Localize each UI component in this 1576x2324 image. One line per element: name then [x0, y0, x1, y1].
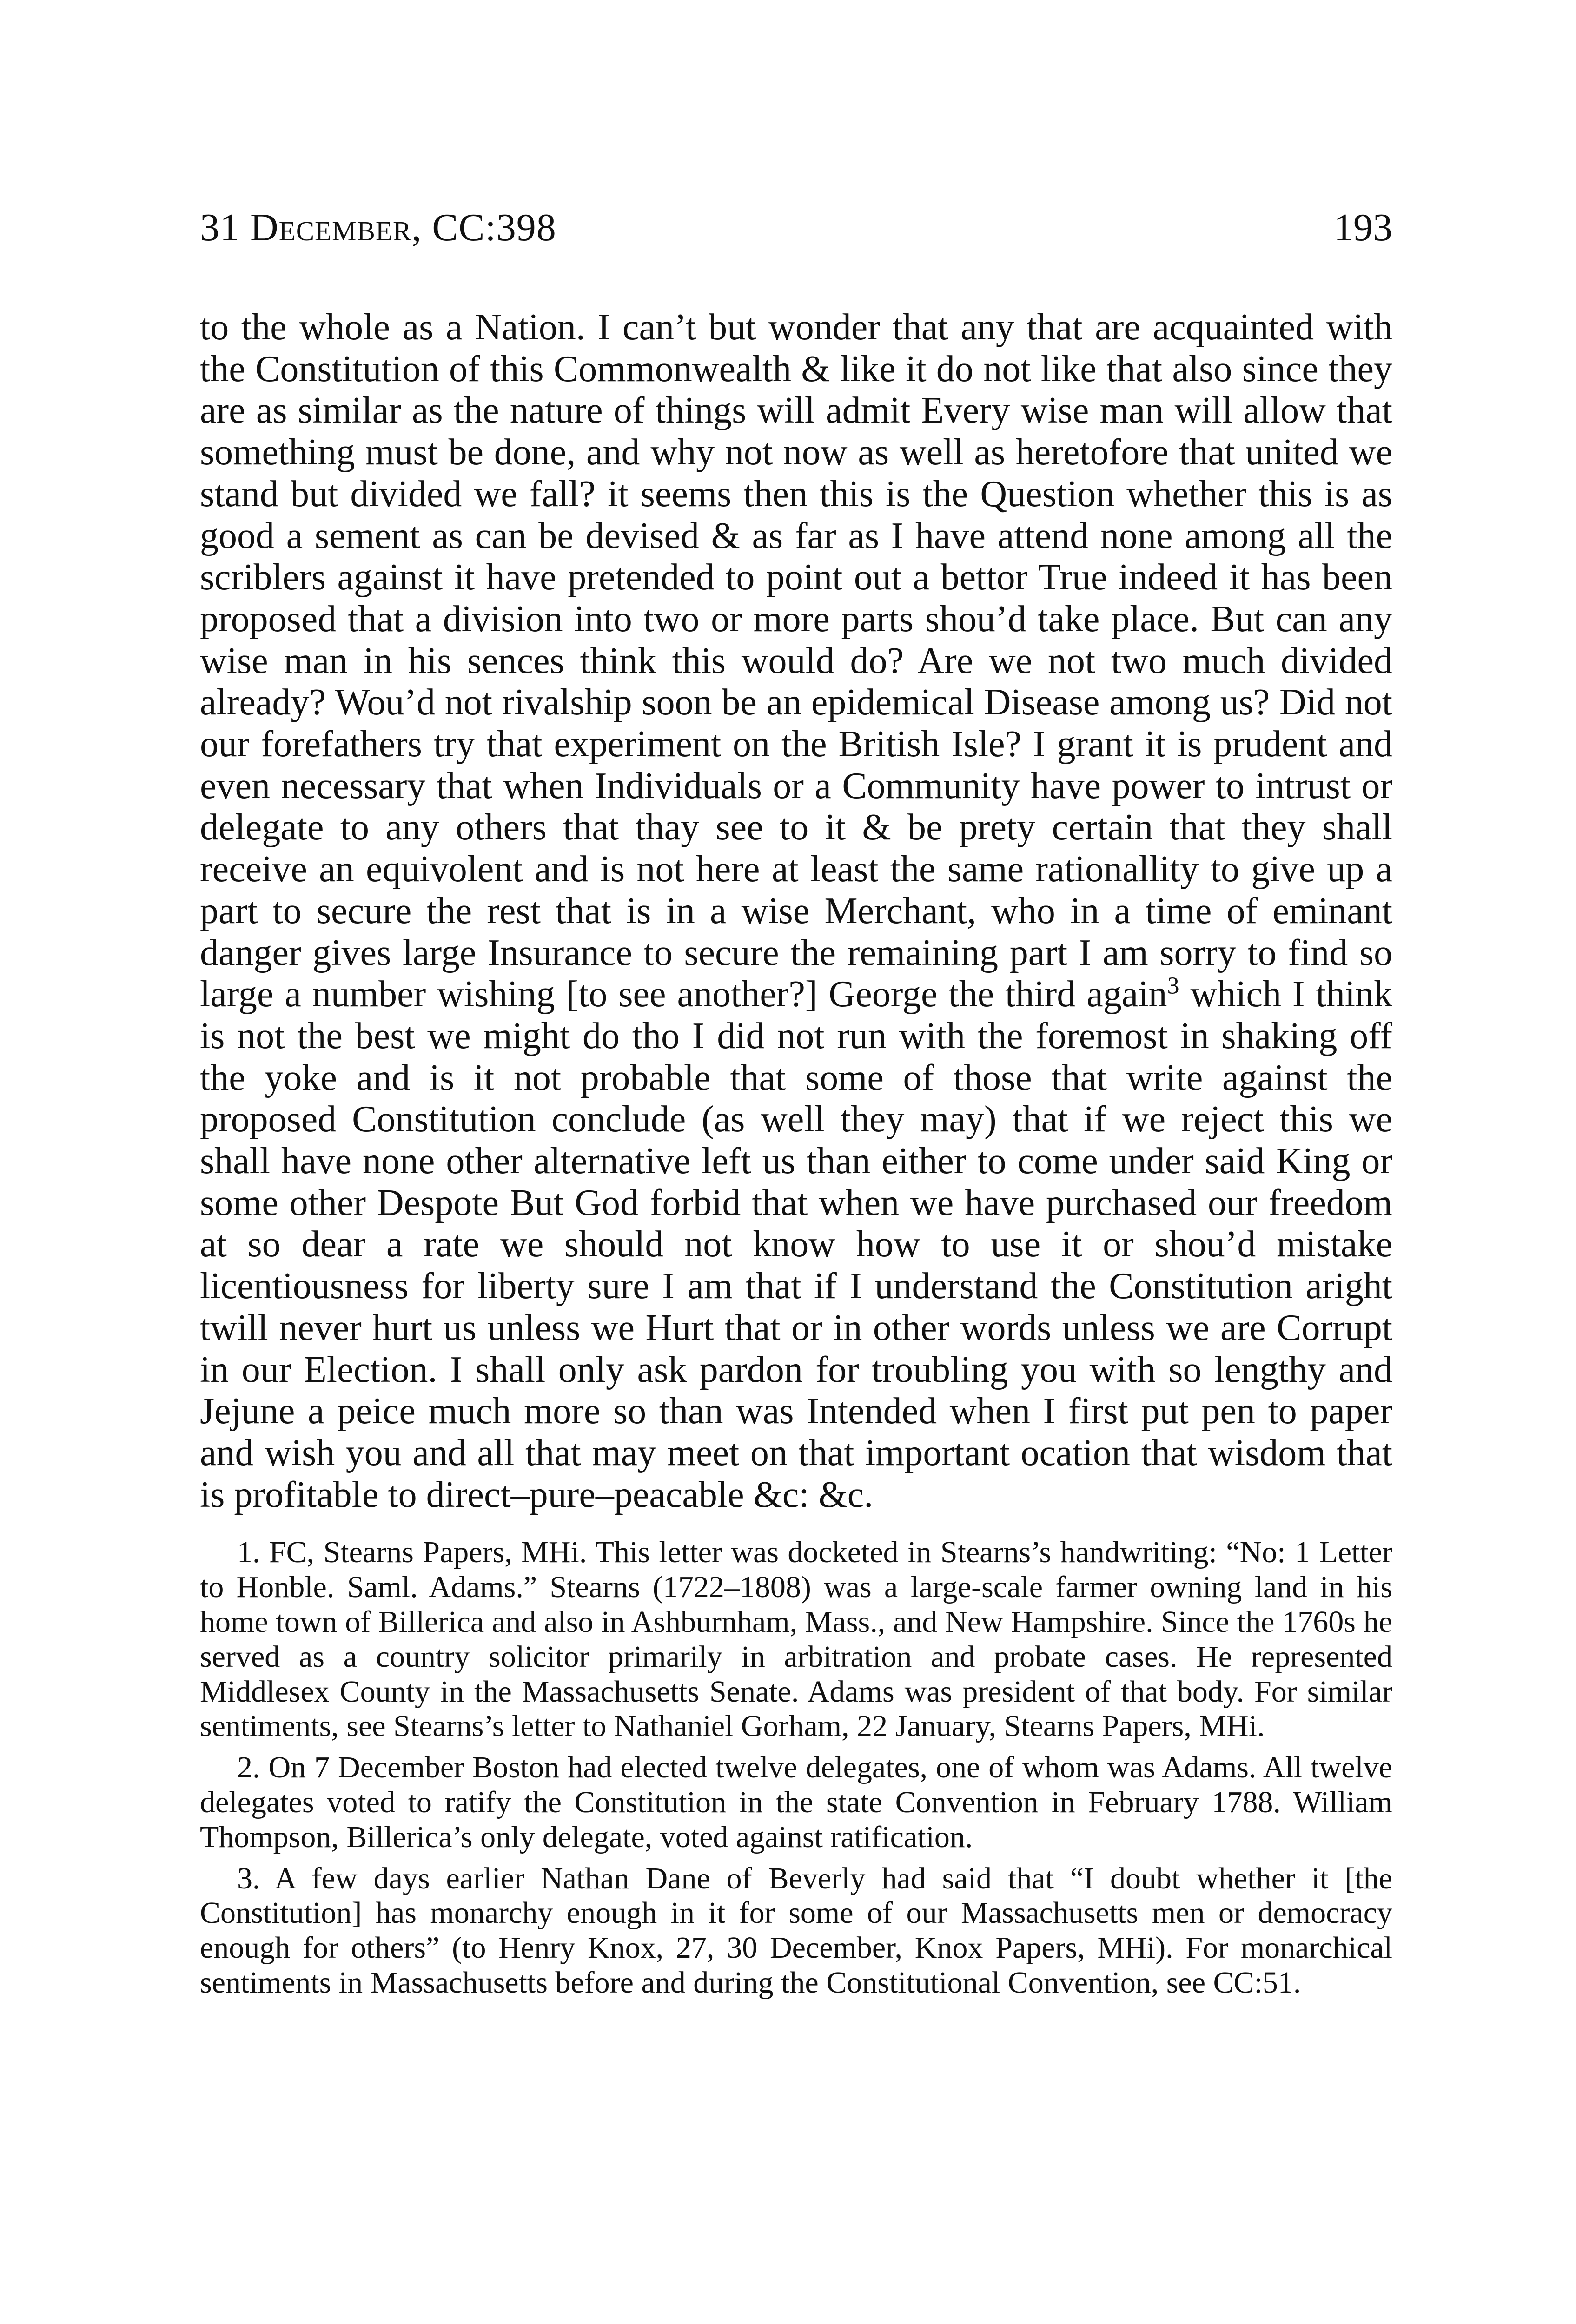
- body-text-before-note: to the whole as a Nation. I can’t but wonder that any that are acquainted with the Constitution of this Commonwealth & like it do not like that also since they are as similar as the nature of things will admit Every wise man will allow that something must be done, and why not now as well as heretofore that united we stand but divided we fall? it seems then this is the Question whether this is as good a sement as can be devised & as far as I have attend none among all the scriblers against it have pretended to point out a bettor True indeed it has been proposed that a division into two or more parts shou’d take place. But can any wise man in his sences think this would do? Are we not two much divided already? Wou’d not rivalship soon be an epidemical Disease among us? Did not our forefathers try that experiment on the British Isle? I grant it is prudent and even necessary that when Individuals or a Community have power to intrust or delegate to any others that thay see to it & be prety certain that they shall receive an equivolent and is not here at least the same rationallity to give up a part to secure the rest that is in a wise Merchant, who in a time of eminant danger gives large Insurance to secure the remaining part I am sorry to find so large a number wishing [to see another?] George the third again: [200, 307, 1392, 1015]
- footnote-1: 1. FC, Stearns Papers, MHi. This letter was docketed in Stearns’s handwriting: “No: 1 Letter to Honble. Saml. Adams.” Stearns (1722–1808) was a large-scale farmer owning land in his home town of Billerica and also in Ashburnham, Mass., and New Hampshire. Since the 1760s he served as a country solicitor primarily in arbitration and probate cases. He represented Middlesex County in the Massachusetts Senate. Adams was president of that body. For similar sentiments, see Stearns’s letter to Nathaniel Gorham, 22 January, Stearns Papers, MHi.: [200, 1535, 1392, 1743]
- letter-body: [200, 307, 1392, 1516]
- footnote-2: 2. On 7 December Boston had elected twelve delegates, one of whom was Adams. All twelve delegates voted to ratify the Constitution in the state Convention in February 1788. William Thompson, Billerica’s only delegate, voted against ratification.: [200, 1750, 1392, 1854]
- running-head-month: December: [250, 206, 412, 249]
- running-head-date: 31: [200, 206, 250, 249]
- footnote-3: 3. A few days earlier Nathan Dane of Beverly had said that “I doubt whether it [the Constitution] has monarchy enough in it for some of our Massachusetts men or democracy enough for others” (to Henry Knox, 27, 30 December, Knox Papers, MHi). For monarchical sentiments in Massachusetts before and during the Constitutional Convention, see CC:51.: [200, 1861, 1392, 2000]
- footnote-reference-3: 3: [1167, 972, 1179, 999]
- body-text-after-note: which I think is not the best we might do tho I did not run with the foremost in shaking off the yoke and is it not probable that some of those that write against the proposed Constitution conclude (as well they may) that if we reject this we shall have none other alternative left us than either to come under said King or some other Despote But God forbid that when we have purchased our freedom at so dear a rate we should not know how to use it or shou’d mistake licentiousness for liberty sure I am that if I understand the Constitution aright twill never hurt us unless we Hurt that or in other words unless we are Corrupt in our Election. I shall only ask pardon for troubling you with so lengthy and Jejune a peice much more so than was Intended when I first put pen to paper and wish you and all that may meet on that important ocation that wisdom that is profitable to direct–pure–peacable &c: &c.: [200, 974, 1392, 1515]
- page-number: 193: [1334, 206, 1392, 249]
- running-head: [200, 205, 1392, 251]
- body-paragraph: [200, 307, 1392, 1516]
- footnotes: [200, 1535, 1392, 2000]
- running-head-title: [200, 205, 556, 251]
- running-head-document-ref: , CC:398: [411, 206, 556, 249]
- book-page: [200, 205, 1392, 2007]
